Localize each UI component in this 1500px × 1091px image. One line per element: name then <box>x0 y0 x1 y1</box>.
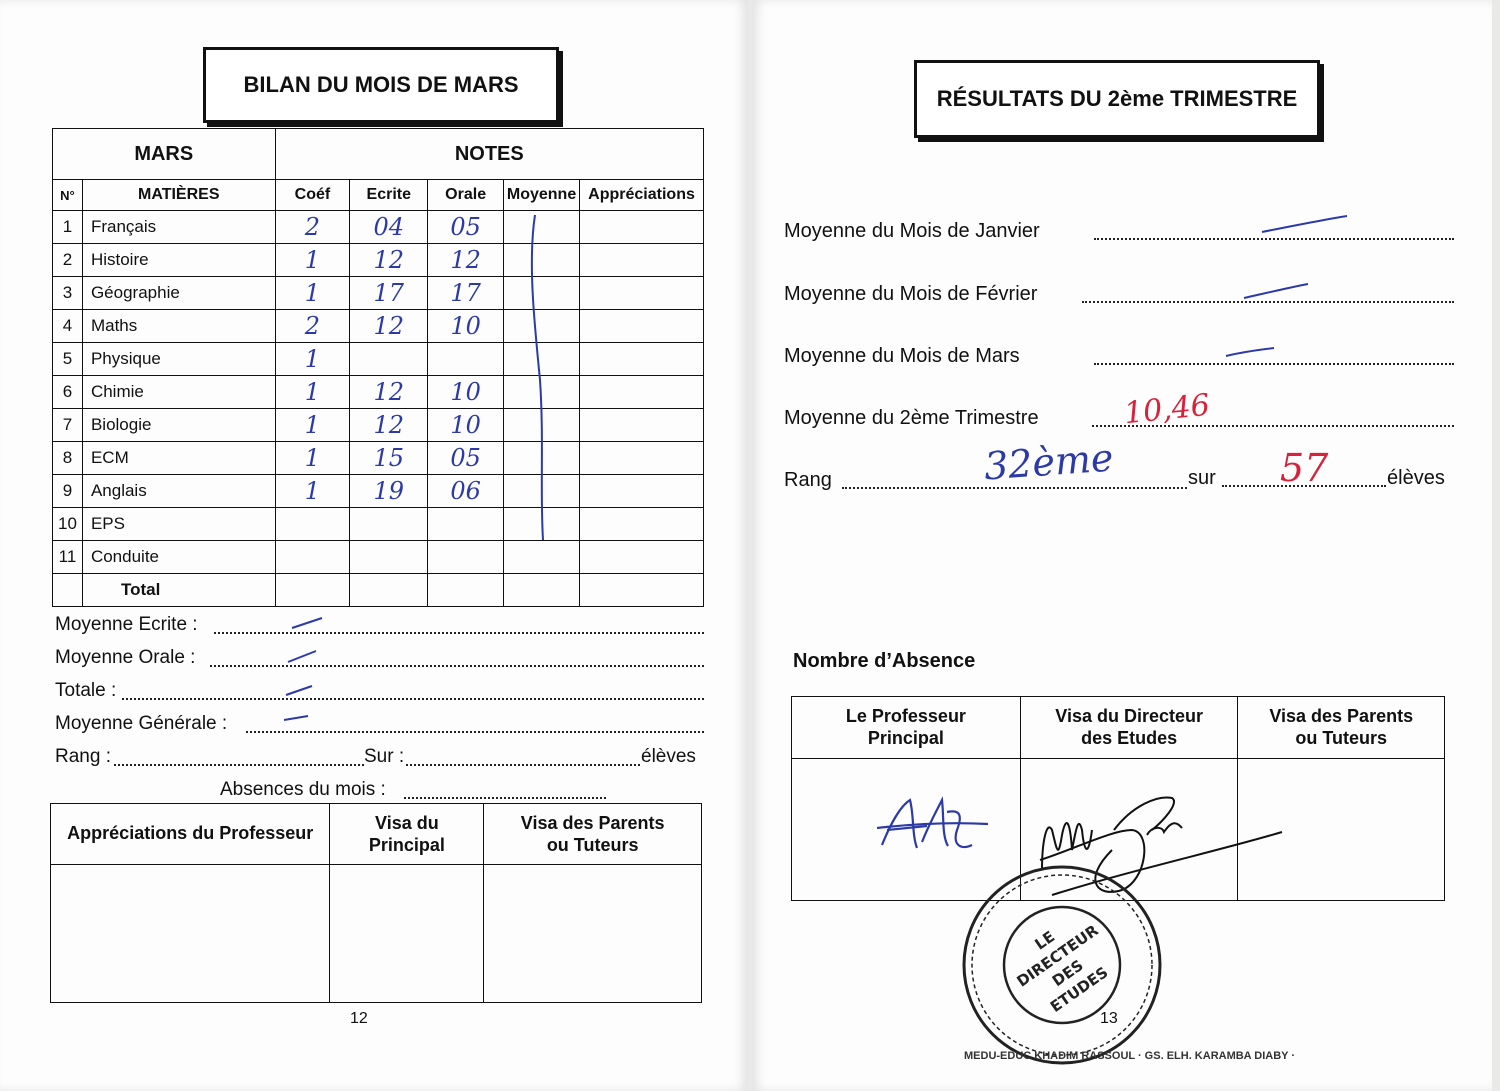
appreciation-value <box>580 277 704 310</box>
right-title <box>914 60 1320 138</box>
moyenne-value <box>504 508 580 541</box>
professeur-principal-header: Le Professeur Principal <box>792 697 1021 759</box>
appreciation-value <box>580 211 704 244</box>
row-number: 9 <box>53 475 83 508</box>
ecrite-value: 12 <box>350 244 428 277</box>
col-moyenne-header: Moyenne <box>504 180 580 211</box>
dotted-line <box>1094 363 1454 365</box>
orale-value <box>428 541 504 574</box>
ecrite-value <box>350 541 428 574</box>
dotted-line <box>404 797 606 799</box>
dash-mark <box>284 716 308 720</box>
coef-value: 1 <box>275 277 350 310</box>
table-row <box>53 376 704 409</box>
dotted-line <box>1082 301 1454 303</box>
ecrite-value: 15 <box>350 442 428 475</box>
sur-value: 57 <box>1280 446 1329 490</box>
moyenne-value <box>504 211 580 244</box>
moyenne-generale-label: Moyenne Générale : <box>55 713 228 734</box>
dotted-line <box>114 764 364 766</box>
appreciations-professeur-header: Appréciations du Professeur <box>51 804 330 865</box>
table-row <box>53 211 704 244</box>
moyenne-value <box>504 244 580 277</box>
rang-value: 32ème <box>982 435 1115 489</box>
page-number-left: 12 <box>350 1010 368 1027</box>
coef-value: 2 <box>275 211 350 244</box>
dotted-line <box>122 698 704 700</box>
ecrite-value: 17 <box>350 277 428 310</box>
dash-mark <box>292 618 322 628</box>
row-number: 6 <box>53 376 83 409</box>
subject-name: Conduite <box>82 541 275 574</box>
ecrite-value: 12 <box>350 409 428 442</box>
ecrite-value: 12 <box>350 376 428 409</box>
appreciation-value <box>580 409 704 442</box>
ecrite-value: 19 <box>350 475 428 508</box>
appreciation-value <box>580 442 704 475</box>
sur-label: Sur : <box>364 746 405 767</box>
row-number: 10 <box>53 508 83 541</box>
handwritten-marks-right <box>752 0 1492 1091</box>
table-row <box>53 310 704 343</box>
subject-name: Chimie <box>82 376 275 409</box>
coef-value: 1 <box>275 343 350 376</box>
dotted-line <box>406 764 640 766</box>
coef-value: 2 <box>275 310 350 343</box>
visa-parents-header: Visa des Parents ou Tuteurs <box>484 804 702 865</box>
column-header-row <box>53 180 704 211</box>
table-row <box>53 409 704 442</box>
appreciation-value <box>580 541 704 574</box>
rang-label: Rang : <box>55 746 111 767</box>
orale-value: 05 <box>428 442 504 475</box>
col-ecrite-header: Ecrite <box>350 180 428 211</box>
visa-principal-cell <box>330 865 484 1003</box>
moyenne-value <box>504 442 580 475</box>
coef-value <box>275 541 350 574</box>
moyenne-value <box>504 343 580 376</box>
visa-parents-header-right: Visa des Parents ou Tuteurs <box>1238 697 1445 759</box>
right-signature-table <box>791 696 1445 901</box>
ecrite-value: 12 <box>350 310 428 343</box>
grade-rows <box>53 211 704 574</box>
parents-signature-cell <box>1238 759 1445 901</box>
stamp-ring-text: MEDU-EDUC KHADIM RASSOUL · GS. ELH. KARAMBA DIABY · <box>964 1050 1296 1062</box>
orale-value <box>428 508 504 541</box>
total-label: Total <box>82 574 275 607</box>
row-number: 2 <box>53 244 83 277</box>
professeur-signature-cell <box>792 759 1021 901</box>
moyenne-value <box>504 277 580 310</box>
moyenne-trimestre-label: Moyenne du 2ème Trimestre <box>784 407 1039 429</box>
subject-name: Maths <box>82 310 275 343</box>
totale-label: Totale : <box>55 680 117 701</box>
row-number: 8 <box>53 442 83 475</box>
col-appreciations-header: Appréciations <box>580 180 704 211</box>
coef-value: 1 <box>275 475 350 508</box>
row-number: 7 <box>53 409 83 442</box>
grades-table <box>52 128 704 607</box>
moyenne-fevrier-label: Moyenne du Mois de Février <box>784 283 1038 305</box>
total-cell <box>580 574 704 607</box>
moyenne-janvier-label: Moyenne du Mois de Janvier <box>784 220 1040 242</box>
orale-value: 10 <box>428 409 504 442</box>
notes-header: NOTES <box>275 129 703 180</box>
dotted-line <box>214 632 704 634</box>
total-cell <box>350 574 428 607</box>
visa-directeur-header: Visa du Directeur des Etudes <box>1020 697 1238 759</box>
dash-mark <box>1244 284 1308 298</box>
table-row <box>53 475 704 508</box>
col-number-header: N° <box>53 180 83 211</box>
moyenne-ecrite-label: Moyenne Ecrite : <box>55 614 198 635</box>
stamp-center-text: LE DIRECTEUR DES ETUDES <box>1013 921 1112 1016</box>
table-row <box>53 508 704 541</box>
left-title <box>203 47 559 123</box>
row-number: 5 <box>53 343 83 376</box>
left-title-text: BILAN DU MOIS DE MARS <box>243 72 519 97</box>
coef-value <box>275 508 350 541</box>
table-row <box>53 541 704 574</box>
sur-label-right: sur <box>1188 467 1216 489</box>
appreciation-value <box>580 508 704 541</box>
page-number-right: 13 <box>1100 1010 1118 1027</box>
coef-value: 1 <box>275 409 350 442</box>
left-page <box>0 0 748 1091</box>
table-row <box>53 442 704 475</box>
col-matieres-header: MATIÈRES <box>82 180 275 211</box>
moyenne-value <box>504 409 580 442</box>
visa-parents-cell <box>484 865 702 1003</box>
appreciation-value <box>580 475 704 508</box>
total-num-cell <box>53 574 83 607</box>
subject-name: EPS <box>82 508 275 541</box>
moyenne-value <box>504 475 580 508</box>
orale-value <box>428 343 504 376</box>
dash-mark <box>288 651 316 662</box>
total-cell <box>504 574 580 607</box>
subject-name: Histoire <box>82 244 275 277</box>
coef-value: 1 <box>275 244 350 277</box>
total-cell <box>428 574 504 607</box>
left-signature-table <box>50 803 702 1003</box>
trimestre-average-value: 10,46 <box>1122 387 1212 432</box>
subject-name: Biologie <box>82 409 275 442</box>
right-title-text: RÉSULTATS DU 2ème TRIMESTRE <box>936 86 1298 111</box>
table-row <box>53 244 704 277</box>
orale-value: 17 <box>428 277 504 310</box>
row-number: 3 <box>53 277 83 310</box>
directeur-signature-cell <box>1020 759 1238 901</box>
coef-value: 1 <box>275 376 350 409</box>
appreciations-cell <box>51 865 330 1003</box>
row-number: 1 <box>53 211 83 244</box>
total-cell <box>275 574 350 607</box>
appreciation-value <box>580 343 704 376</box>
subject-name: Géographie <box>82 277 275 310</box>
col-coef-header: Coéf <box>275 180 350 211</box>
moyenne-value <box>504 541 580 574</box>
absences-label: Absences du mois : <box>220 779 386 800</box>
row-number: 11 <box>53 541 83 574</box>
orale-value: 10 <box>428 310 504 343</box>
orale-value: 10 <box>428 376 504 409</box>
table-row <box>53 277 704 310</box>
dotted-line <box>842 487 1187 489</box>
dash-mark <box>1226 348 1274 356</box>
moyenne-orale-label: Moyenne Orale : <box>55 647 196 668</box>
absence-label: Nombre d’Absence <box>793 650 976 672</box>
subject-name: Français <box>82 211 275 244</box>
moyenne-mars-label: Moyenne du Mois de Mars <box>784 345 1020 367</box>
dash-mark <box>286 686 312 695</box>
moyenne-value <box>504 376 580 409</box>
eleves-label-right: élèves <box>1387 467 1445 489</box>
dotted-line <box>1094 238 1454 240</box>
month-header: MARS <box>53 129 276 180</box>
appreciation-value <box>580 244 704 277</box>
orale-value: 06 <box>428 475 504 508</box>
orale-value: 05 <box>428 211 504 244</box>
appreciation-value <box>580 310 704 343</box>
moyenne-value <box>504 310 580 343</box>
eleves-label: élèves <box>641 746 696 767</box>
dotted-line <box>210 665 704 667</box>
row-number: 4 <box>53 310 83 343</box>
dash-mark <box>1262 216 1347 232</box>
rang-label-right: Rang <box>784 469 832 491</box>
ecrite-value <box>350 343 428 376</box>
table-row <box>53 343 704 376</box>
appreciation-value <box>580 376 704 409</box>
subject-name: Anglais <box>82 475 275 508</box>
col-orale-header: Orale <box>428 180 504 211</box>
subject-name: Physique <box>82 343 275 376</box>
subject-name: ECM <box>82 442 275 475</box>
ecrite-value <box>350 508 428 541</box>
dotted-line <box>246 731 704 733</box>
ecrite-value: 04 <box>350 211 428 244</box>
coef-value: 1 <box>275 442 350 475</box>
orale-value: 12 <box>428 244 504 277</box>
visa-principal-header: Visa du Principal <box>330 804 484 865</box>
right-page <box>752 0 1492 1091</box>
